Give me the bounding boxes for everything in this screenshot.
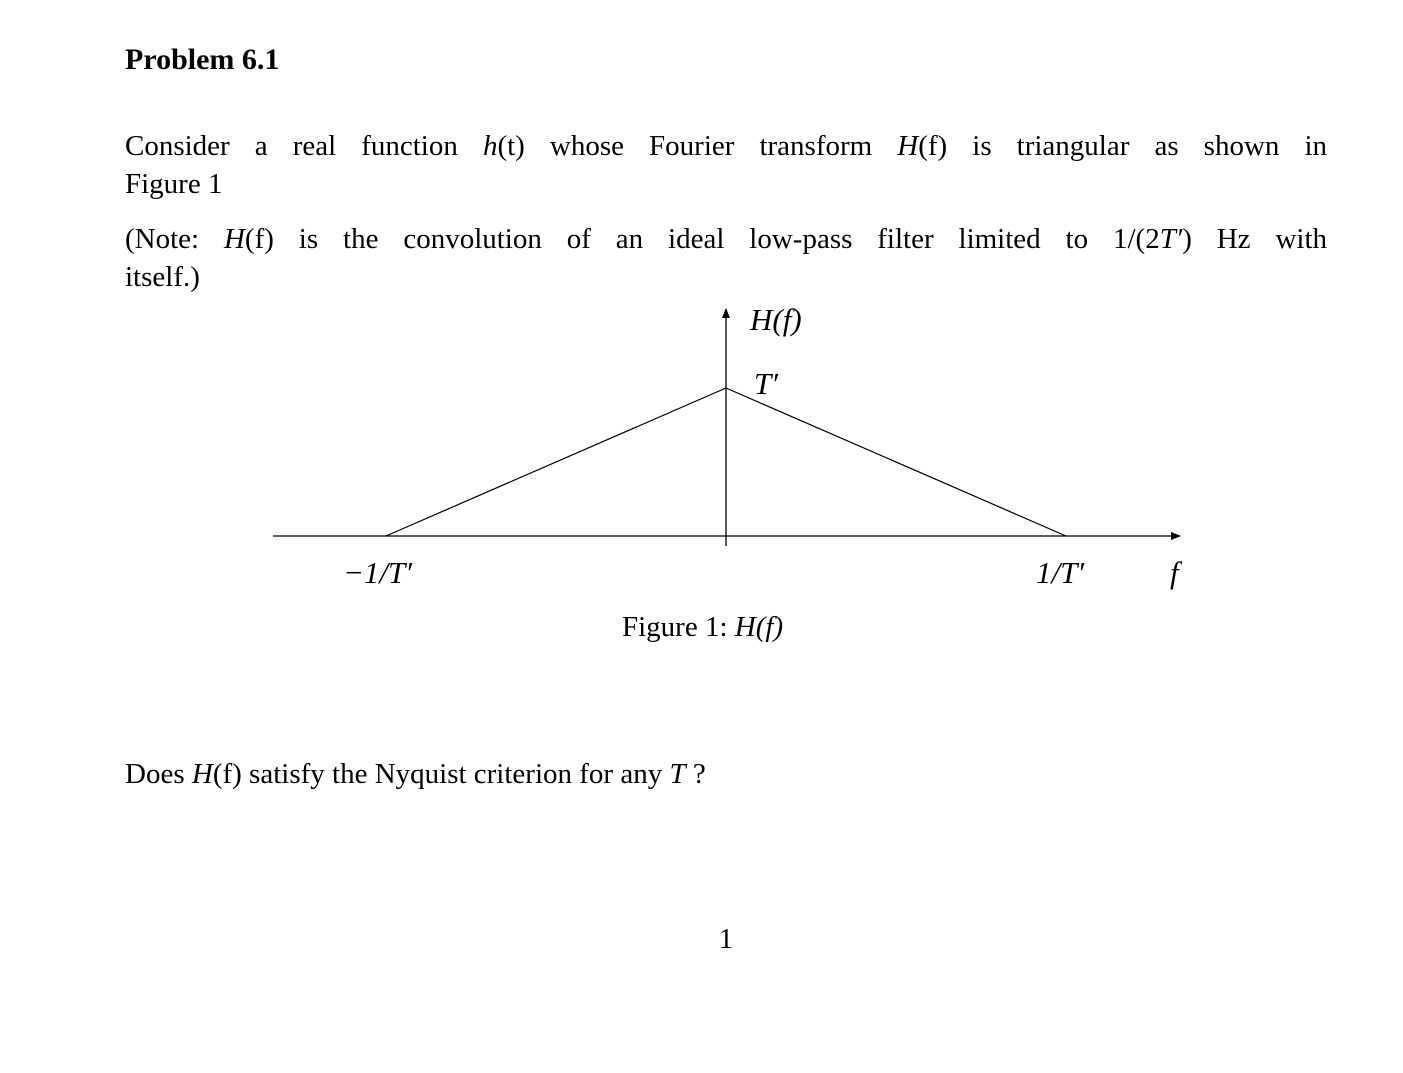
problem-question (125, 755, 1327, 793)
question-text: ? (685, 758, 706, 790)
x-axis-label: f (1170, 555, 1179, 590)
peak-label: T′ (754, 366, 779, 401)
note-text: is the convolution of an ideal low-pass filter limited to 1/(2 (273, 223, 1160, 255)
math-hf-args: (f) (244, 223, 274, 255)
math-hf: H (223, 223, 245, 255)
math-h-args: (t) (497, 130, 525, 162)
math-h: h (482, 130, 498, 162)
note-text: (Note: (125, 223, 224, 255)
page-number: 1 (718, 923, 734, 955)
statement-line: Figure 1 (125, 168, 223, 200)
statement-text: is triangular as shown in (947, 130, 1328, 162)
right-tick-label: 1/T′ (1036, 555, 1085, 590)
note-text: ) Hz with (1182, 223, 1327, 255)
math-hf-args: (f) (918, 130, 948, 162)
figure-caption (622, 611, 783, 643)
math-hf: H (897, 130, 919, 162)
question-text: Does (125, 758, 192, 790)
left-tick-label: −1/T′ (343, 555, 413, 590)
statement-text: Consider a real function (125, 130, 483, 162)
note-line: itself.) (125, 261, 200, 293)
math-hf: H (191, 758, 213, 790)
caption-math: H(f) (734, 611, 784, 643)
math-t-prime: T′ (1159, 223, 1183, 255)
question-line (125, 755, 1327, 793)
math-t: T (669, 758, 686, 790)
caption-prefix: Figure 1: (622, 611, 735, 643)
question-text: satisfy the Nyquist criterion for any (241, 758, 670, 790)
y-axis-label: H(f) (750, 302, 802, 337)
math-hf-args: (f) (212, 758, 242, 790)
problem-title: Problem 6.1 (125, 43, 280, 76)
statement-text: whose Fourier transform (524, 130, 898, 162)
